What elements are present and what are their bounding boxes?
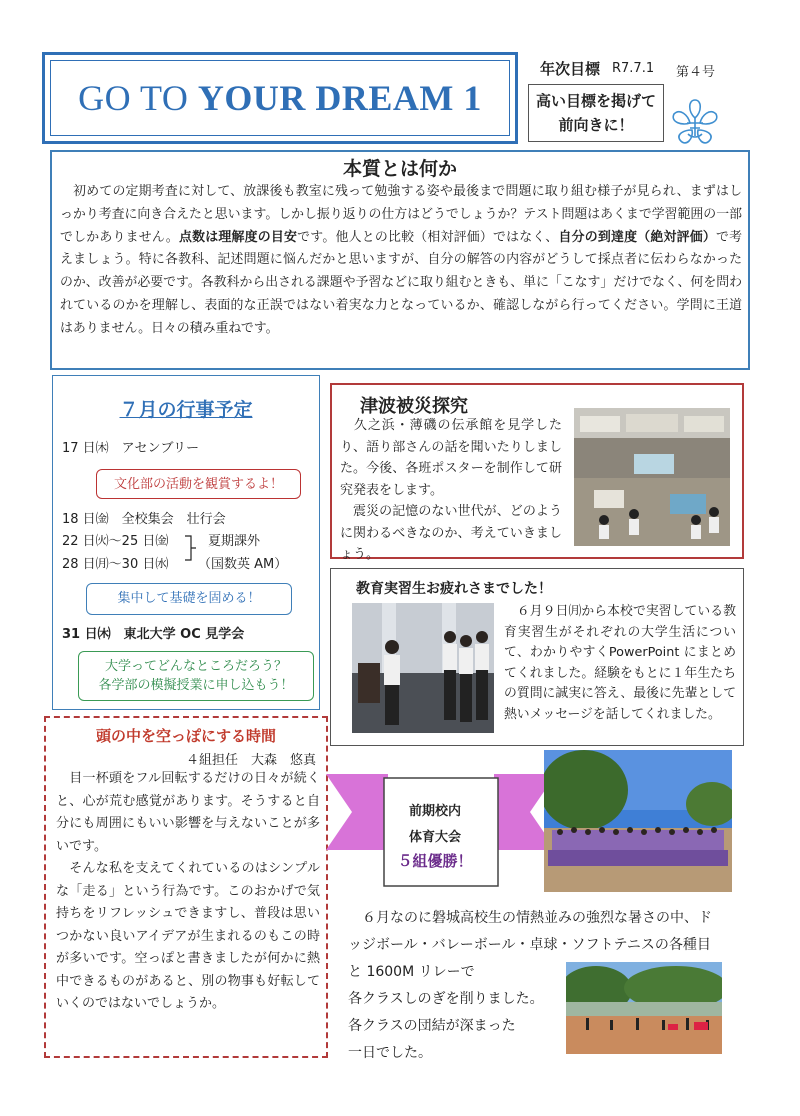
- essence-text-1: 初めての定期考査に対して、放課後も教室に残って勉強する姿や最後まで問題に取り組む様子が見られ、まずはしっかり考査に向き合えたと思います。しかし振り返りの仕方はどうでしょうか？テスト問題はあくまで学習範囲の一部でしかありません。: [60, 184, 742, 245]
- student-teachers-photo: [352, 603, 494, 733]
- event-summer-class-subjects: （国数英 AM）: [198, 557, 288, 572]
- annual-goal-box: [528, 84, 664, 142]
- title-part-1: GO TO: [78, 78, 189, 118]
- event-summer-class-end: 28 日㈪～30 日㈬: [62, 557, 169, 572]
- issue-date: R7.7.1: [612, 61, 655, 76]
- essay-paragraph: 目一杯頭をフル回転するだけの日々が続くと、心が荒む感覚があります。そうすると自分にも周囲にもいい影響を与えないことが多いです。 そんな私を支えてくれているのはシンプルな「走る」という行為です。このおかげで気持ちをリフレッシュできますし、普段は思いつかない良いアイデアが生まれるのもこの時が多いです。空っぽと書きましたが何かに熱中できるものがあると、別の物事も好転していくのではないでしょうか。: [56, 771, 320, 1011]
- issue-number: 第４号: [676, 65, 716, 80]
- title-part-2: YOUR DREAM 1: [197, 78, 482, 118]
- student-teachers-heading: 教育実習生お疲れさまでした！: [356, 581, 552, 597]
- ribbon-winner: ５組優勝！: [397, 852, 473, 870]
- event-tohoku-open-campus: 31 日㈭ 東北大学 OC 見学会: [62, 627, 245, 642]
- essence-paragraph: [60, 181, 742, 341]
- tsunami-paragraph: 久之浜・薄磯の伝承館を見学したり、語り部さんの話を聞いたりしました。今後、各班ポスターを制作して研究発表をします。 震災の記憶のない世代が、どのように関わるべきなのか、考えていきましょう。: [340, 418, 562, 562]
- date-range-bracket: [183, 530, 197, 566]
- essence-emphasis-score: 点数は理解度の目安: [178, 229, 298, 245]
- callout-basics: 集中して基礎を固める！: [86, 583, 292, 615]
- callout-university: [78, 651, 314, 701]
- essay-heading: 頭の中を空っぽにする時間: [95, 727, 276, 745]
- callout-university-line-2: 各学部の模擬授業に申し込もう！: [98, 678, 294, 693]
- ribbon-line-1: 前期校内: [408, 804, 461, 819]
- event-summer-class-label: 夏期課外: [208, 534, 261, 549]
- callout-culture-club: 文化部の活動を観賞するよ！: [96, 469, 301, 499]
- sports-festival-group-photo: [544, 750, 732, 892]
- essence-emphasis-absolute: 自分の到達度（絶対評価）: [558, 229, 716, 245]
- schedule-heading: ７月の行事予定: [119, 399, 253, 421]
- tsunami-museum-photo: [574, 408, 730, 546]
- essay-author: ４組担任 大森 悠真: [186, 753, 317, 768]
- tsunami-heading: 津波被災探究: [360, 396, 468, 417]
- sports-festival-paragraph: ６月なのに磐城高校生の情熱並みの強烈な暑さの中、ドッジボール・バレーボール・卓球・ソフトテニスの各種目と 1600M リレーで 各クラスしのぎを削りました。 各クラスの団結が深まった 一日でした。: [348, 910, 712, 1061]
- annual-goal-label: 年次目標: [540, 60, 601, 78]
- event-summer-class-start: 22 日㈫～25 日㈮: [62, 534, 169, 549]
- annual-goal-line-2: 前向きに！: [558, 116, 634, 134]
- relay-race-photo: [566, 962, 722, 1054]
- ribbon-line-2: 体育大会: [408, 830, 461, 845]
- event-all-school-meeting: 18 日㈮ 全校集会 壮行会: [62, 512, 226, 527]
- school-emblem-logo: [666, 96, 724, 150]
- newsletter-title: [50, 60, 510, 136]
- essence-text-2: です。他人との比較（相対評価）ではなく、: [297, 229, 559, 245]
- annual-goal-line-1: 高い目標を掲げて: [535, 92, 656, 110]
- student-teachers-paragraph: ６月９日㈪から本校で実習している教育実習生がそれぞれの大学生活について、わかりやすくPowerPoint にまとめてくれました。経験をもとに１年生たちの質問に誠実に答え、最後に先輩として熱いメッセージを話してくれました。: [504, 604, 736, 722]
- event-assembly: 17 日㈭ アセンブリー: [62, 441, 200, 456]
- essence-heading: 本質とは何か: [342, 158, 457, 180]
- essence-text-3: で考えましょう。特に各教科、記述問題に悩んだかと思いますが、自分の解答の内容がどうして採点者に伝わらなかったのか、改善が必要です。各教科から出される課題や予習などに取り組むときも、単に「こなす」だけでなく、何を問われているのかを理解し、表面的な正誤ではない着実な力となっているか、確認しながら行ってください。学問に王道はありません。日々の積み重ねです。: [60, 229, 743, 336]
- callout-university-line-1: 大学ってどんなところだろう？: [104, 659, 287, 674]
